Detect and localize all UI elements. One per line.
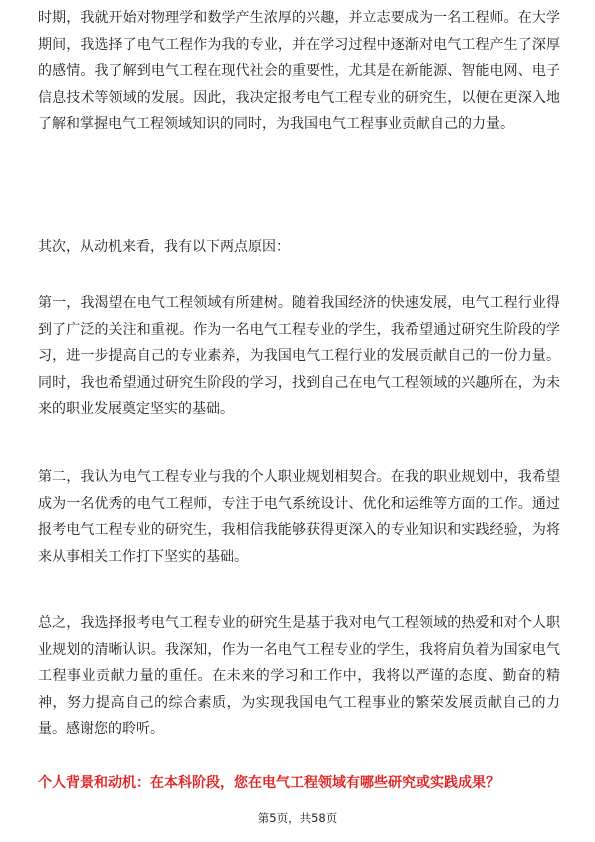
page-number-footer: 第5页，共58页 (257, 811, 338, 825)
paragraph-background: 时期，我就开始对物理学和数学产生浓厚的兴趣，并立志要成为一名工程师。在大学期间，我选择了电气工程作为我的专业，并在学习过程中逐渐对电气工程产生了深厚的感情。我了解到电气工程在现代社会的重要性，尤其是在新能源、智能电网、电子信息技术等领域的发展。因此，我决定报考电气工程专业的研究生，以便在更深入地了解和掌握电气工程领域知识的同时，为我国电气工程事业贡献自己的力量。 (38, 10, 560, 132)
paragraph-reason-two: 第二，我认为电气工程专业与我的个人职业规划相契合。在我的职业规划中，我希望成为一名优秀的电气工程师，专注于电气系统设计、优化和运维等方面的工作。通过报考电气工程专业的研究生，我相信我能够获得更深入的专业知识和实践经验，为将来从事相关工作打下坚实的基础。 (38, 469, 560, 565)
paragraph-conclusion: 总之，我选择报考电气工程专业的研究生是基于我对电气工程领域的热爱和对个人职业规划的清晰认识。我深知，作为一名电气工程专业的学生，我将肩负着为国家电气工程事业贡献力量的重任。在未来的学习和工作中，我将以严谨的态度、勤奋的精神，努力提高自己的综合素质，为实现我国电气工程事业的繁荣发展贡献自己的力量。感谢您的聆听。 (38, 615, 560, 737)
interview-question: 个人背景和动机：在本科阶段，您在电气工程领域有哪些研究或实践成果？ (38, 775, 500, 791)
paragraph-motivation-intro: 其次，从动机来看，我有以下两点原因： (38, 239, 290, 255)
paragraph-reason-one: 第一，我渴望在电气工程领域有所建树。随着我国经济的快速发展，电气工程行业得到了广泛的关注和重视。作为一名电气工程专业的学生，我希望通过研究生阶段的学习，进一步提高自己的专业素养，为我国电气工程行业的发展贡献自己的一份力量。同时，我也希望通过研究生阶段的学习，找到自己在电气工程领域的兴趣所在，为未来的职业发展奠定坚实的基础。 (38, 295, 560, 417)
